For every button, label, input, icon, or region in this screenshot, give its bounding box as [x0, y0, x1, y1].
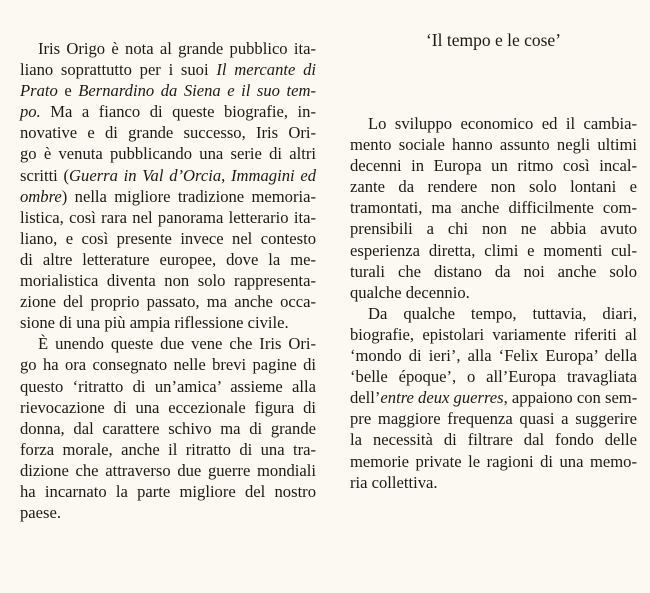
text-line: di altre letterature europee, dove la me- — [20, 249, 316, 269]
paragraph — [20, 38, 316, 333]
text-line: turali che distano da noi anche solo — [350, 261, 637, 281]
text-line: ombre) nella migliore tradizione memoria- — [20, 186, 316, 206]
italic-title: Bernardino da Siena e il suo tem- — [78, 81, 316, 101]
italic-title: Il mercante di — [216, 60, 317, 80]
text-line: paese. — [20, 503, 61, 523]
italic-title: Guerra in Val d’Orcia — [69, 165, 222, 185]
text-line: la necessità di filtrare dal fondo delle — [350, 430, 637, 450]
text-line: go ha ora consegnato nelle brevi pagine di — [20, 355, 316, 375]
text-line: po. Ma a fianco di queste biografie, in- — [20, 102, 316, 122]
text-line: liano, e così presente invece nel contesto — [20, 228, 316, 248]
text-line: zione del proprio passato, ma anche occa- — [20, 292, 316, 312]
text-line: qualche decennio. — [350, 282, 470, 302]
text-line: sione di una più ampia riflessione civile. — [20, 313, 289, 333]
paragraph — [350, 113, 637, 303]
right-column — [350, 113, 637, 493]
text-line: rievocazione di una eccezionale figura di — [20, 397, 316, 417]
italic-title: ombre — [20, 186, 62, 206]
text-line: dell’entre deux guerres, appaiono con sem- — [350, 388, 638, 408]
text-line: zante da rendere non solo lontani e — [350, 177, 637, 197]
text-line: novative e di grande successo, Iris Ori- — [20, 123, 316, 143]
text-line: esperienza diretta, climi e momenti cul- — [350, 240, 637, 260]
left-column — [20, 38, 316, 523]
text-line: listica, così rara nel panorama letterario ita- — [20, 207, 316, 227]
text-line: memorie private le ragioni di una memo- — [350, 451, 637, 471]
text-line: ‘mondo di ieri’, alla ‘Felix Europa’ della — [350, 346, 637, 366]
italic-title: Immagini ed — [231, 165, 316, 185]
text-line: scritti (Guerra in Val d’Orcia, Immagini ed — [20, 165, 316, 185]
text-line: donna, dal carattere schivo ma di grande — [20, 418, 316, 438]
paragraph — [350, 303, 637, 493]
text-line: questo ‘ritratto di un’amica’ assieme alla — [20, 376, 316, 396]
text-line: biografie, epistolari variamente riferiti al — [350, 324, 637, 344]
text-line: dizione che attraverso due guerre mondiali — [20, 460, 316, 480]
text-line: È unendo queste due vene che Iris Ori- — [38, 334, 316, 354]
text-line: liano soprattutto per i suoi Il mercante di — [20, 60, 317, 80]
text-line: Prato e Bernardino da Siena e il suo tem- — [20, 81, 316, 101]
text-line: ria collettiva. — [350, 472, 438, 492]
text-line: ha incarnato la parte migliore del nostro — [20, 481, 316, 501]
text-line: morialistica diventa non solo rappresenta- — [20, 271, 316, 291]
text-line: pre maggiore frequenza quasi a suggerire — [350, 409, 637, 429]
text-line: Iris Origo è nota al grande pubblico ita- — [38, 39, 316, 58]
italic-title: entre deux guerres — [380, 388, 504, 408]
text-line: Lo sviluppo economico ed il cambia- — [368, 114, 637, 133]
text-line: go è venuta pubblicando una serie di altri — [20, 144, 316, 164]
text-line: tramontati, ma anche difficilmente com- — [350, 198, 637, 218]
text-line: Da qualche tempo, tuttavia, diari, — [368, 303, 637, 323]
text-line: ‘belle époque’, o all’Europa travagliata — [350, 367, 637, 387]
text-line: mento sociale hanno assunto negli ultimi — [350, 135, 637, 155]
text-line: forza morale, anche il ritratto di una tra- — [20, 439, 316, 459]
section-title: ‘Il tempo e le cose’ — [425, 30, 562, 50]
text-line: decenni in Europa un ritmo così incal- — [350, 156, 637, 176]
italic-title: Prato — [20, 81, 58, 101]
text-line: prensibili a chi non ne abbia avuto — [350, 219, 637, 239]
italic-title: po. — [20, 102, 41, 122]
paragraph — [20, 333, 316, 523]
